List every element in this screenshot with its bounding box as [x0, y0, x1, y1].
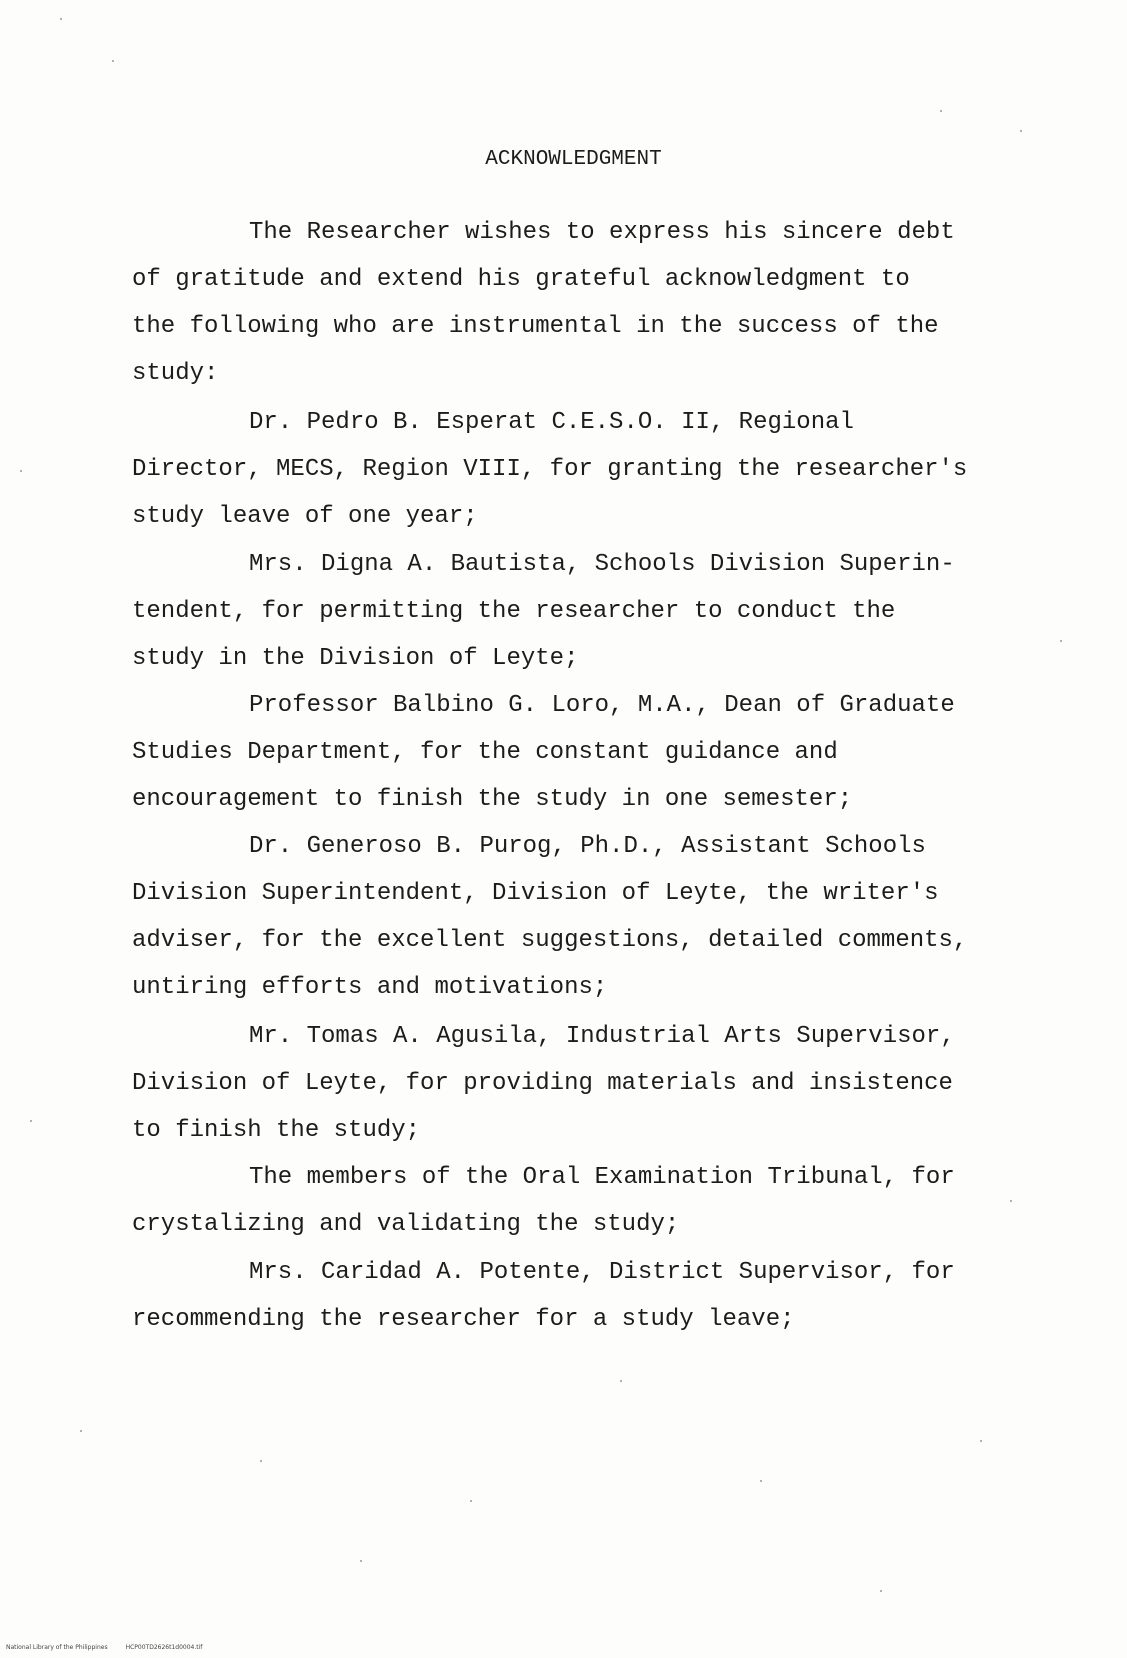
text-line: recommending the researcher for a study leave;	[132, 1306, 795, 1333]
scan-speck	[60, 18, 62, 20]
text-line: to finish the study;	[132, 1117, 421, 1144]
scan-speck	[880, 1590, 882, 1592]
page-title: ACKNOWLEDGMENT	[485, 148, 662, 171]
scan-speck	[80, 1430, 82, 1432]
text-line: Dr. Pedro B. Esperat C.E.S.O. II, Regional	[249, 409, 854, 436]
text-line: tendent, for permitting the researcher to conduct the	[132, 598, 896, 625]
scan-speck	[980, 1440, 982, 1442]
scan-speck	[620, 1380, 622, 1382]
scan-footer	[6, 1644, 220, 1651]
text-line: Dr. Generoso B. Purog, Ph.D., Assistant Schools	[249, 833, 926, 860]
text-line: adviser, for the excellent suggestions, detailed comments,	[132, 927, 968, 954]
text-line: Mr. Tomas A. Agusila, Industrial Arts Supervisor,	[249, 1023, 955, 1050]
library-credit: National Library of the Philippines	[6, 1644, 108, 1651]
scan-speck	[1020, 130, 1022, 132]
file-name: HCP00TD2626t1d0004.tif	[125, 1644, 203, 1651]
text-line: Mrs. Digna A. Bautista, Schools Division Superin-	[249, 551, 955, 578]
text-line: study leave of one year;	[132, 503, 478, 530]
text-line: the following who are instrumental in the success of the	[132, 313, 939, 340]
scan-speck	[1010, 1200, 1012, 1202]
scan-speck	[20, 470, 22, 472]
scan-speck	[112, 60, 114, 62]
text-line: Studies Department, for the constant guidance and	[132, 739, 838, 766]
text-line: The Researcher wishes to express his sincere debt	[249, 219, 955, 246]
text-line: Mrs. Caridad A. Potente, District Supervisor, for	[249, 1259, 955, 1286]
scan-speck	[470, 1500, 472, 1502]
text-line: Director, MECS, Region VIII, for granting the researcher's	[132, 456, 968, 483]
scan-speck	[760, 1480, 762, 1482]
text-line: Division of Leyte, for providing materials and insistence	[132, 1070, 953, 1097]
text-line: study:	[132, 360, 219, 387]
scan-speck	[360, 1560, 362, 1562]
text-line: Professor Balbino G. Loro, M.A., Dean of Graduate	[249, 692, 955, 719]
text-line: Division Superintendent, Division of Leyte, the writer's	[132, 880, 939, 907]
scan-speck	[260, 1460, 262, 1462]
text-line: The members of the Oral Examination Tribunal, for	[249, 1164, 955, 1191]
text-line: of gratitude and extend his grateful acknowledgment to	[132, 266, 910, 293]
text-line: crystalizing and validating the study;	[132, 1211, 680, 1238]
text-line: untiring efforts and motivations;	[132, 974, 608, 1001]
text-line: encouragement to finish the study in one semester;	[132, 786, 853, 813]
scan-speck	[30, 1120, 32, 1122]
scan-speck	[1060, 640, 1062, 642]
scan-speck	[940, 110, 942, 112]
text-line: study in the Division of Leyte;	[132, 645, 579, 672]
